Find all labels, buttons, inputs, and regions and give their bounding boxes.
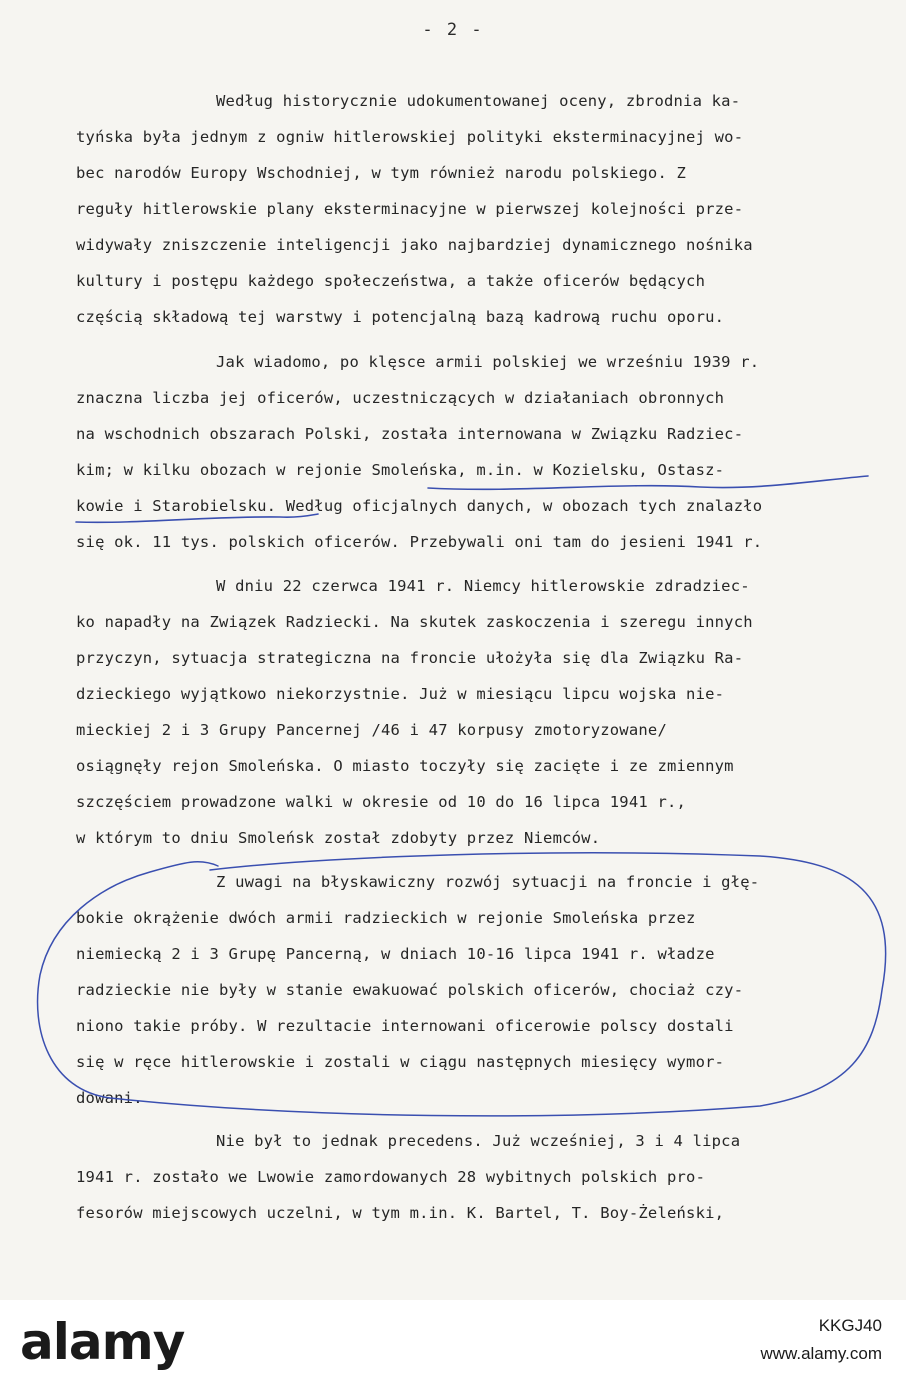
stock-footer xyxy=(0,1300,906,1390)
text-line: bokie okrążenie dwóch armii radzieckich w rejonie Smoleńska przez xyxy=(76,909,696,927)
text-line: się ok. 11 tys. polskich oficerów. Przebywali oni tam do jesieni 1941 r. xyxy=(76,533,763,551)
text-line: ko napadły na Związek Radziecki. Na skutek zaskoczenia i szeregu innych xyxy=(76,613,753,631)
text-line: Według historycznie udokumentowanej oceny, zbrodnia ka- xyxy=(216,92,741,110)
text-line: reguły hitlerowskie plany eksterminacyjne w pierwszej kolejności prze- xyxy=(76,200,744,218)
text-line: w którym to dniu Smoleńsk został zdobyty przez Niemców. xyxy=(76,829,601,847)
paragraph-3 xyxy=(76,568,886,856)
text-line: kowie i Starobielsku. Według oficjalnych danych, w obozach tych znalazło xyxy=(76,497,763,515)
footer-url: www.alamy.com xyxy=(760,1344,882,1363)
text-line: niemiecką 2 i 3 Grupę Pancerną, w dniach 10-16 lipca 1941 r. władze xyxy=(76,945,715,963)
text-line: kim; w kilku obozach w rejonie Smoleńska, m.in. w Kozielsku, Ostasz- xyxy=(76,461,725,479)
paragraph-4 xyxy=(76,864,886,1116)
text-line: tyńska była jednym z ogniw hitlerowskiej polityki eksterminacyjnej wo- xyxy=(76,128,744,146)
paragraph-2 xyxy=(76,344,886,560)
text-line: znaczna liczba jej oficerów, uczestniczących w działaniach obronnych xyxy=(76,389,725,407)
text-line: częścią składową tej warstwy i potencjalną bazą kadrową ruchu oporu. xyxy=(76,308,725,326)
text-line: niono takie próby. W rezultacie internowani oficerowie polscy dostali xyxy=(76,1017,734,1035)
paragraph-1 xyxy=(76,83,886,335)
text-line: Jak wiadomo, po klęsce armii polskiej we wrześniu 1939 r. xyxy=(216,353,760,371)
text-line: widywały zniszczenie inteligencji jako najbardziej dynamicznego nośnika xyxy=(76,236,753,254)
text-line: przyczyn, sytuacja strategiczna na froncie ułożyła się dla Związku Ra- xyxy=(76,649,744,667)
text-line: dzieckiego wyjątkowo niekorzystnie. Już w miesiącu lipcu wojska nie- xyxy=(76,685,725,703)
text-line: Z uwagi na błyskawiczny rozwój sytuacji na froncie i głę- xyxy=(216,873,760,891)
text-line: Nie był to jednak precedens. Już wcześniej, 3 i 4 lipca xyxy=(216,1132,741,1150)
text-line: szczęściem prowadzone walki w okresie od 10 do 16 lipca 1941 r., xyxy=(76,793,687,811)
text-line: się w ręce hitlerowskie i zostali w ciągu następnych miesięcy wymor- xyxy=(76,1053,725,1071)
page-number: - 2 - xyxy=(422,20,484,40)
text-line: kultury i postępu każdego społeczeństwa, a także oficerów będących xyxy=(76,272,706,290)
text-line: radzieckie nie były w stanie ewakuować polskich oficerów, chociaż czy- xyxy=(76,981,744,999)
paragraph-5 xyxy=(76,1123,886,1231)
text-line: mieckiej 2 i 3 Grupy Pancernej /46 i 47 korpusy zmotoryzowane/ xyxy=(76,721,667,739)
text-line: na wschodnich obszarach Polski, została internowana w Związku Radziec- xyxy=(76,425,744,443)
text-line: bec narodów Europy Wschodniej, w tym również narodu polskiego. Z xyxy=(76,164,687,182)
text-line: W dniu 22 czerwca 1941 r. Niemcy hitlerowskie zdradziec- xyxy=(216,577,750,595)
text-line: fesorów miejscowych uczelni, w tym m.in. K. Bartel, T. Boy-Żeleński, xyxy=(76,1204,725,1222)
alamy-logo: alamy xyxy=(20,1313,185,1371)
text-line: dowani. xyxy=(76,1089,143,1107)
image-id: KKGJ40 xyxy=(818,1316,882,1335)
text-line: osiągnęły rejon Smoleńska. O miasto toczyły się zacięte i ze zmiennym xyxy=(76,757,734,775)
text-line: 1941 r. zostało we Lwowie zamordowanych 28 wybitnych polskich pro- xyxy=(76,1168,706,1186)
